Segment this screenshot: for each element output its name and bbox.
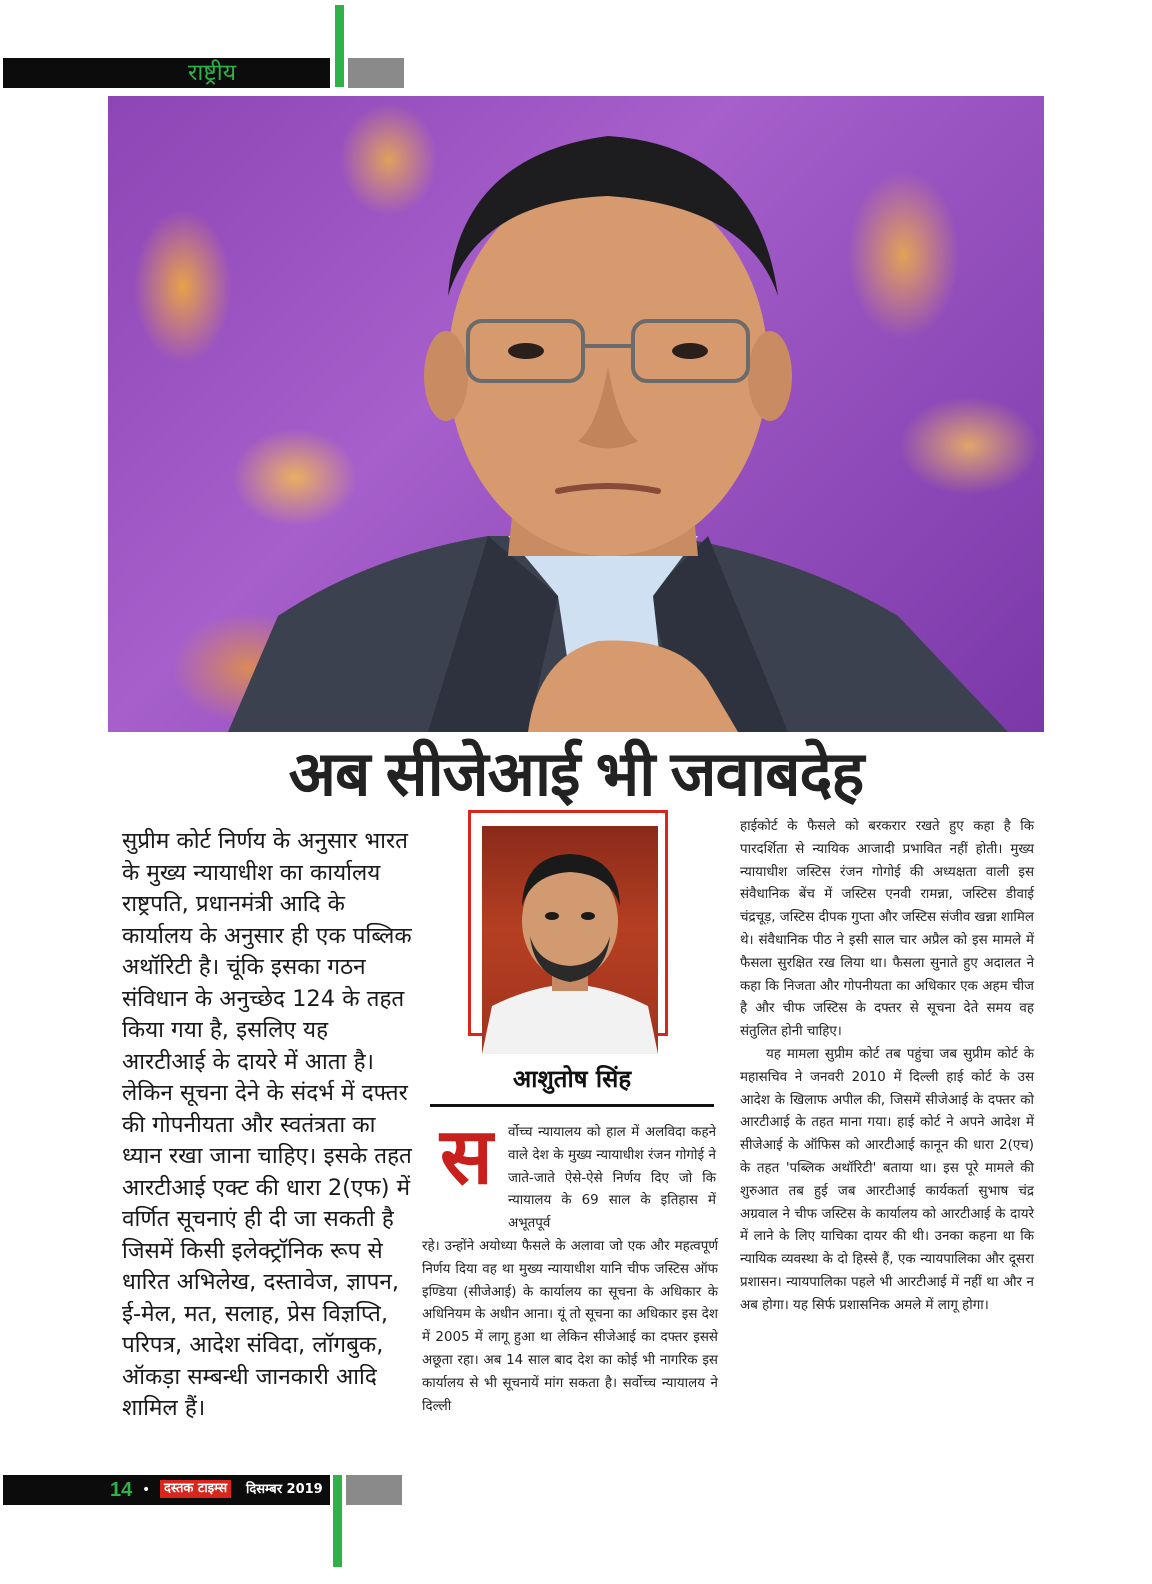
article-body-middle: रहे। उन्होंने अयोध्या फैसले के अलावा जो एक और महत्वपूर्ण निर्णय दिया वह था मुख्य न्यायाधीश यानि चीफ जस्टिस ऑफ इण्डिया (सीजेआई) के कार्यालय का सूचना के अधिकार के अधिनियम के अधीन आना। यूं तो सूचना का अधिकार इस देश में 2005 में लागू हुआ था लेकिन सीजेआई का दफ्तर इससे अछूता रहा। अब 14 साल बाद देश का कोई भी नागरिक इस कार्यालय से भी सूचनायें मांग सकता है। सर्वोच्च न्यायालय ने दिल्ली: [422, 1239, 718, 1414]
article-body-right: [740, 816, 1034, 1318]
footer-green-accent: [333, 1475, 342, 1567]
right-paragraph-1: हाईकोर्ट के फैसले को बरकरार रखते हुए कहा है कि पारदर्शिता से न्यायिक आजादी प्रभावित नहीं होती। मुख्य न्यायाधीश जस्टिस रंजन गोगोई की अध्यक्षता वाली इस संवैधानिक बेंच में जस्टिस एनवी रामन्ना, जस्टिस डीवाई चंद्रचूड़, जस्टिस दीपक गुप्ता और जस्टिस संजीव खन्ना शामिल थे। संवैधानिक पीठ ने इसी साल चार अप्रैल को इस मामले में फैसला सुरक्षित रख लिया था। फैसला सुनाते हुए अदालत ने कहा कि निजता और गोपनीयता का अधिकार एक अहम चीज है और चीफ जस्टिस के दफ्तर से सूचना देते समय वह संतुलित होनी चाहिए।: [740, 819, 1034, 1040]
section-label: राष्ट्रीय: [188, 60, 237, 86]
magazine-logo: दस्तक टाइम्स: [160, 1480, 231, 1498]
green-accent-bar: [335, 5, 344, 87]
author-name: आशुतोष सिंह: [512, 1065, 632, 1093]
hero-photo: [108, 96, 1044, 732]
footer-gray-block: [346, 1475, 402, 1505]
article-headline: अब सीजेआई भी जवाबदेह: [288, 740, 864, 809]
author-portrait-illustration: [482, 826, 658, 1054]
issue-date: दिसम्बर 2019: [246, 1482, 323, 1497]
article-intro: र्वोच्च न्यायालय को हाल में अलविदा कहने वाले देश के मुख्य न्यायाधीश रंजन गोगोई ने जाते-जाते ऐसे-ऐसे निर्णय दिए जो कि न्यायालय के 69 साल के इतिहास में अभूतपूर्व: [508, 1125, 716, 1232]
page-number: 14: [110, 1479, 133, 1501]
right-paragraph-2: यह मामला सुप्रीम कोर्ट तब पहुंचा जब सुप्रीम कोर्ट के महासचिव ने जनवरी 2010 में दिल्ली हाई कोर्ट के उस आदेश के खिलाफ अपील की, जिसमें सीजेआई के दफ्तर को आरटीआई के तहत माना गया। हाई कोर्ट ने अपने आदेश में सीजेआई के ऑफिस को आरटीआई कानून की धारा 2(एच) के तहत 'पब्लिक अथॉरिटी' बताया था। इस पूरे मामले की शुरुआत तब हुई जब आरटीआई कार्यकर्ता सुभाष चंद्र अग्रवाल ने चीफ जस्टिस के कार्यालय को आरटीआई के दायरे में लाने के लिए याचिका दायर की थी। उनका कहना था कि न्यायिक व्यवस्था के दो हिस्से हैं, एक न्यायपालिका और दूसरा प्रशासन। न्यायपालिका पहले भी आरटीआई में नहीं था और न अब होगा। यह सिर्फ प्रशासनिक अमले में लागू होगा।: [740, 1046, 1034, 1313]
article-summary: सुप्रीम कोर्ट निर्णय के अनुसार भारत के मुख्य न्यायाधीश का कार्यालय राष्ट्रपति, प्रधानमंत्री आदि के कार्यालय के अनुसार ही एक पब्लिक अथॉरिटी है। चूंकि इसका गठन संविधान के अनुच्छेद 124 के तहत किया गया है, इसलिए यह आरटीआई के दायरे में आता है। लेकिन सूचना देने के संदर्भ में दफ्तर की गोपनीयता और स्वतंत्रता का ध्यान रखा जाना चाहिए। इसके तहत आरटीआई एक्ट की धारा 2(एफ) में वर्णित सूचनाएं ही दी जा सकती है जिसमें किसी इलेक्ट्रॉनिक रूप से धारित अभिलेख, दस्तावेज, ज्ञापन, ई-मेल, मत, सलाह, प्रेस विज्ञप्ति, परिपत्र, आदेश संविदा, लॉगबुक, ऑकड़ा सम्बन्धी जानकारी आदि शामिल हैं।: [122, 828, 412, 1421]
drop-cap: स: [440, 1111, 493, 1202]
footer-bullet: •: [142, 1482, 151, 1498]
gray-accent-block: [348, 58, 404, 88]
author-photo: [482, 826, 658, 1054]
author-divider: [430, 1104, 714, 1107]
hero-portrait-illustration: [108, 96, 1044, 732]
section-header-bar: [3, 58, 330, 88]
